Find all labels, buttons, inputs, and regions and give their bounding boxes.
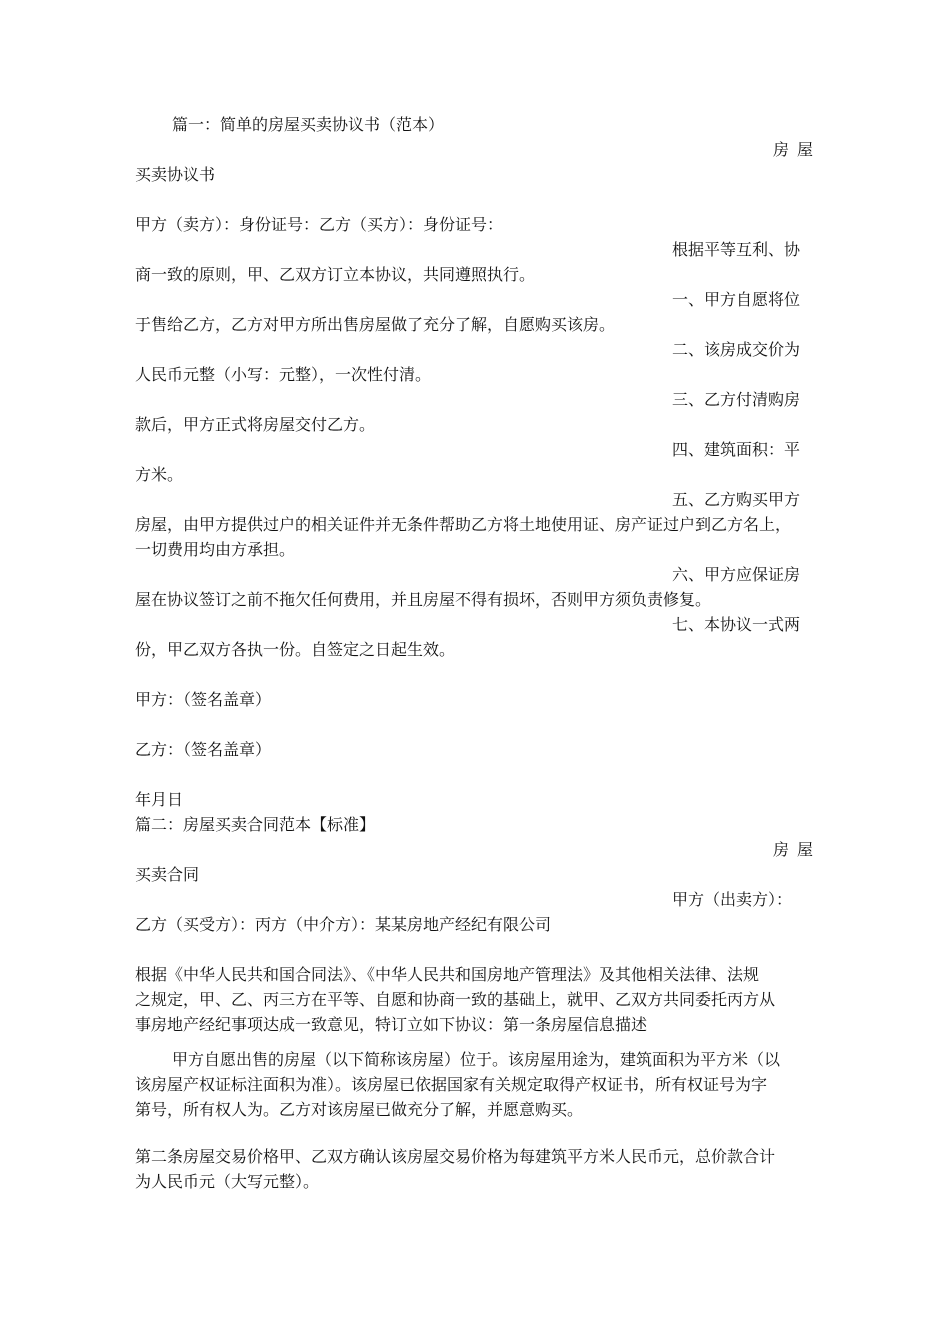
seller-line: 甲方（出卖方）：	[672, 890, 793, 909]
clause-5-text: 房屋，由甲方提供过户的相关证件并无条件帮助乙方将土地使用证、房产证过户到乙方名上，	[135, 515, 792, 534]
clause-1-start: 一、甲方自愿将位	[672, 290, 801, 309]
paragraph-line: 根据平等互利、协	[672, 240, 801, 259]
property-paragraph-line: 第号，所有权人为。乙方对该房屋已做充分了解，并愿意购买。	[135, 1100, 584, 1119]
paragraph-line: 商一致的原则，甲、乙双方订立本协议，共同遵照执行。	[135, 265, 536, 284]
clause-4-start: 四、建筑面积：平	[672, 440, 801, 459]
clause-4-text: 方米。	[135, 465, 184, 484]
date-line: 年月日	[135, 790, 184, 809]
clause-7-text: 份，甲乙双方各执一份。自签定之日起生效。	[135, 640, 456, 659]
contract-title-part1: 房屋	[773, 840, 822, 859]
clause-3-text: 款后，甲方正式将房屋交付乙方。	[135, 415, 376, 434]
section-two-title: 篇二：房屋买卖合同范本【标准】	[135, 815, 376, 834]
agreement-title-part2: 买卖协议书	[135, 165, 216, 184]
basis-paragraph-line: 事房地产经纪事项达成一致意见，特订立如下协议：第一条房屋信息描述	[135, 1015, 648, 1034]
basis-paragraph-line: 之规定，甲、乙、丙三方在平等、自愿和协商一致的基础上，就甲、乙双方共同委托丙方从	[135, 990, 776, 1009]
clause-7-start: 七、本协议一式两	[672, 615, 801, 634]
clause-2-start: 二、该房成交价为	[672, 340, 801, 359]
property-paragraph-line: 该房屋产权证标注面积为准）。该房屋已依据国家有关规定取得产权证书，所有权证号为字	[135, 1075, 768, 1094]
clause-6-text: 屋在协议签订之前不拖欠任何费用，并且房屋不得有损坏，否则甲方须负责修复。	[135, 590, 712, 609]
parties-line: 甲方（卖方）：身份证号：乙方（买方）：身份证号：	[135, 215, 504, 234]
price-paragraph-line: 第二条房屋交易价格甲、乙双方确认该房屋交易价格为每建筑平方米人民币元，总价款合计	[135, 1147, 776, 1166]
clause-2-text: 人民币元整（小写：元整），一次性付清。	[135, 365, 432, 384]
contract-title-part2: 买卖合同	[135, 865, 200, 884]
basis-paragraph-line: 根据《中华人民共和国合同法》、《中华人民共和国房地产管理法》及其他相关法律、法规	[135, 965, 760, 984]
clause-5-text: 一切费用均由方承担。	[135, 540, 296, 559]
clause-3-start: 三、乙方付清购房	[672, 390, 801, 409]
clause-1-text: 于售给乙方，乙方对甲方所出售房屋做了充分了解，自愿购买该房。	[135, 315, 616, 334]
section-one-title: 篇一：简单的房屋买卖协议书（范本）	[172, 115, 445, 134]
agreement-title-part1: 房屋	[773, 140, 822, 159]
party-a-signature: 甲方：（签名盖章）	[135, 690, 272, 709]
clause-5-start: 五、乙方购买甲方	[672, 490, 801, 509]
property-paragraph-line: 甲方自愿出售的房屋（以下简称该房屋）位于。该房屋用途为，建筑面积为平方米（以	[172, 1050, 781, 1069]
party-b-signature: 乙方：（签名盖章）	[135, 740, 272, 759]
price-paragraph-line: 为人民币元（大写元整）。	[135, 1172, 320, 1191]
clause-6-start: 六、甲方应保证房	[672, 565, 801, 584]
buyer-agent-line: 乙方（买受方）：丙方（中介方）：某某房地产经纪有限公司	[135, 915, 552, 934]
